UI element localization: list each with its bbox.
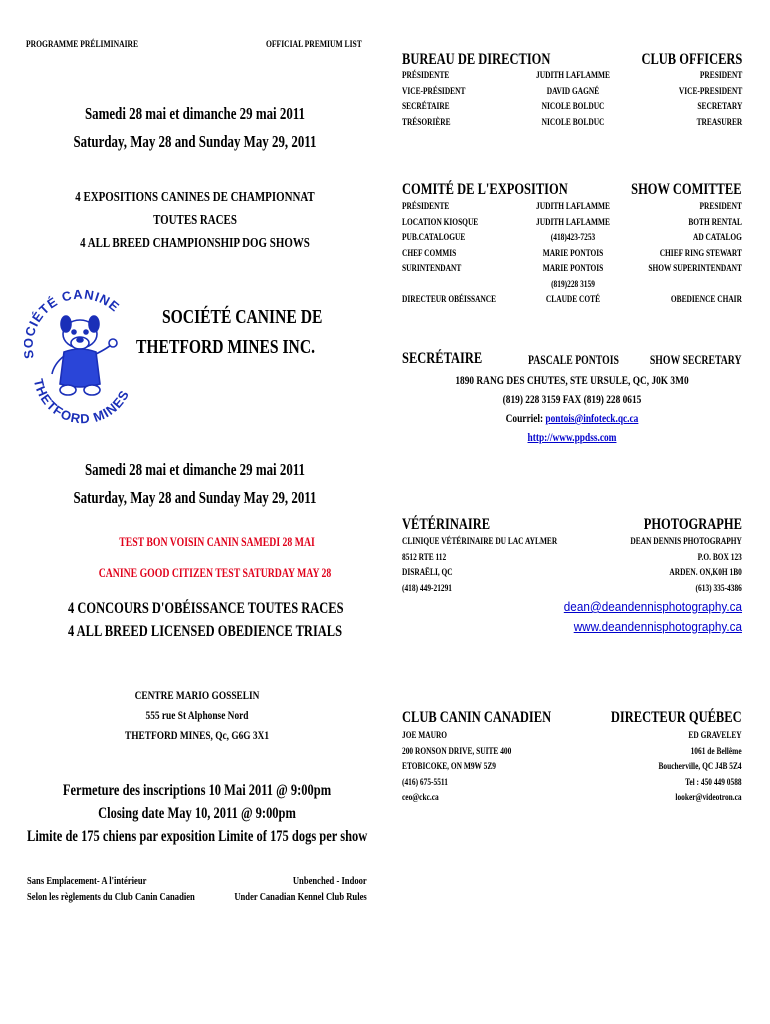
bureau-role-fr: TRÉSORIÈRE (402, 117, 451, 128)
comite-role-en: OBEDIENCE CHAIR (670, 295, 742, 305)
photographe-title: PHOTOGRAPHE (643, 516, 742, 533)
bureau-name: DAVID GAGNÉ (546, 86, 600, 97)
comite-role-fr (402, 278, 496, 294)
photographe-email-link[interactable]: dean@deandennisphotography.ca (563, 599, 742, 614)
comite-name: MARIE PONTOIS (542, 248, 604, 259)
bureau-role-fr: SECRÉTAIRE (402, 102, 450, 112)
bureau-role-fr: PRÉSIDENTE (402, 71, 450, 81)
directeur-line: Tel : 450 449 0588 (685, 777, 742, 788)
limit-en: Limite of 175 dogs per show (217, 828, 367, 845)
photographe-line: P.O. BOX 123 (697, 552, 742, 563)
bureau-role-en: TREASURER (696, 117, 742, 128)
secretaire-website-line (436, 430, 707, 445)
comite-name: CLAUDE COTÉ (545, 295, 601, 305)
comite-name: (819)228 3159 (551, 279, 595, 290)
bureau-role-en: SECRETARY (697, 102, 742, 112)
venue-line3: THETFORD MINES, Qc, G6G 3X1 (124, 728, 270, 742)
comite-role-fr: DIRECTEUR OBÉISSANCE (402, 295, 497, 305)
directeur-email: looker@videotron.ca (675, 793, 742, 803)
bureau-title-en: CLUB OFFICERS (641, 51, 742, 68)
secretaire-website-link[interactable]: http://www.ppdss.com (527, 430, 617, 444)
secretaire-title: SECRÉTAIRE (402, 350, 483, 367)
comite-name: MARIE PONTOIS (542, 264, 604, 274)
obedience-fr: 4 CONCOURS D'OBÉISSANCE TOUTES RACES (68, 600, 344, 617)
comite-name: JUDITH LAFLAMME (536, 217, 610, 228)
directeur-line: Boucherville, QC J4B 5Z4 (658, 762, 742, 772)
comite-role-fr: LOCATION KIOSQUE (402, 217, 479, 228)
directeur-line: 1061 de Bellême (690, 746, 742, 757)
comite-names (524, 200, 622, 309)
header-left: PROGRAMME PRÉLIMINAIRE (26, 40, 139, 50)
secretaire-email-line (436, 411, 707, 426)
club-logo-graphic (24, 288, 136, 440)
bureau-name: NICOLE BOLDUC (541, 117, 605, 128)
club-logo (24, 288, 136, 440)
secretaire-address: 1890 RANG DES CHUTES, STE URSULE, QC, J0K 3M0 (455, 373, 689, 387)
photographe-line: DEAN DENNIS PHOTOGRAPHY (630, 537, 742, 547)
veterinaire-lines (402, 535, 557, 597)
bureau-role-en: VICE-PRESIDENT (678, 86, 742, 97)
comite-role-en: PRESIDENT (699, 202, 742, 212)
shows-line3: 4 ALL BREED CHAMPIONSHIP DOG SHOWS (80, 236, 310, 251)
dates-top-fr: Samedi 28 mai et dimanche 29 mai 2011 (85, 104, 305, 123)
comite-role-en: CHIEF RING STEWART (659, 248, 742, 259)
veterinaire-line: (418) 449-21291 (402, 583, 453, 594)
bureau-title-fr: BUREAU DE DIRECTION (402, 51, 551, 68)
venue-line1: CENTRE MARIO GOSSELIN (134, 688, 260, 702)
footer-en2: Under Canadian Kennel Club Rules (234, 891, 367, 903)
ckc-line: ETOBICOKE, ON M9W 5Z9 (402, 762, 497, 772)
dates-top-en: Saturday, May 28 and Sunday May 29, 2011 (73, 132, 317, 151)
comite-role-en: BOTH RENTAL (688, 217, 742, 228)
closing-fr: Fermeture des inscriptions 10 Mai 2011 @ 9:00pm (62, 782, 332, 799)
comite-title-en: SHOW COMITTEE (631, 181, 742, 198)
comite-role-fr: PUB.CATALOGUE (402, 233, 466, 243)
club-name-1: SOCIÉTÉ CANINE DE (162, 306, 323, 328)
ckc-lines (402, 729, 511, 807)
test-fr: TEST BON VOISIN CANIN SAMEDI 28 MAI (119, 535, 315, 549)
secretaire-role-en: SHOW SECRETARY (650, 353, 742, 367)
dates-mid-en: Saturday, May 28 and Sunday May 29, 2011 (73, 488, 317, 507)
ckc-line: JOE MAURO (402, 731, 448, 741)
test-en: CANINE GOOD CITIZEN TEST SATURDAY MAY 28 (98, 566, 332, 580)
photographe-line: ARDEN. ON,K0H 1B0 (669, 568, 742, 578)
secretaire-name: PASCALE PONTOIS (528, 353, 619, 367)
comite-role-fr: CHEF COMMIS (402, 248, 457, 259)
logo-top-text: IÉTÉ CANINE (26, 288, 123, 329)
comite-name: (418)423-7253 (550, 233, 596, 243)
limit-fr: Limite de 175 chiens par exposition (27, 828, 216, 845)
comite-role-fr: PRÉSIDENTE (402, 202, 450, 212)
club-name-2: THETFORD MINES INC. (136, 336, 315, 358)
secretaire-phone: (819) 228 3159 FAX (819) 228 0615 (502, 392, 642, 406)
shows-line1: 4 EXPOSITIONS CANINES DE CHAMPIONNAT (75, 190, 315, 205)
bureau-role-en: PRESIDENT (699, 71, 742, 81)
veterinaire-line: DISRAËLI, QC (402, 568, 453, 578)
logo-bottom-text: THETFORD MINES (30, 377, 133, 427)
ckc-email: ceo@ckc.ca (402, 793, 439, 803)
email-label: Courriel: (505, 411, 546, 425)
veterinaire-line: CLINIQUE VÉTÉRINAIRE DU LAC AYLMER (402, 537, 558, 547)
comite-roles-fr (402, 200, 496, 309)
obedience-en: 4 ALL BREED LICENSED OBEDIENCE TRIALS (68, 623, 343, 640)
veterinaire-line: 8512 RTE 112 (402, 552, 447, 563)
bureau-names (524, 69, 622, 131)
bureau-roles-fr (402, 69, 465, 131)
photographe-line: (613) 335-4386 (695, 583, 742, 594)
shows-line2: TOUTES RACES (153, 213, 237, 228)
photographe-lines (631, 535, 742, 597)
bureau-name: NICOLE BOLDUC (541, 102, 605, 112)
comite-role-en: SHOW SUPERINTENDANT (648, 264, 742, 274)
footer-fr1: Sans Emplacement- A l'intérieur (27, 875, 147, 887)
comite-name: JUDITH LAFLAMME (536, 202, 610, 212)
comite-role-en (648, 278, 742, 294)
secretaire-email-link[interactable]: pontois@infoteck.qc.ca (545, 411, 639, 425)
ckc-line: 200 RONSON DRIVE, SUITE 400 (402, 746, 512, 757)
dates-mid-fr: Samedi 28 mai et dimanche 29 mai 2011 (85, 460, 305, 479)
veterinaire-title: VÉTÉRINAIRE (402, 516, 491, 533)
directeur-title: DIRECTEUR QUÉBEC (611, 709, 742, 726)
footer-en1: Unbenched - Indoor (293, 875, 367, 887)
ckc-title: CLUB CANIN CANADIEN (402, 709, 552, 726)
directeur-line: ED GRAVELEY (688, 731, 742, 741)
comite-roles-en (648, 200, 742, 309)
photographe-website-link[interactable]: www.deandennisphotography.ca (573, 619, 742, 634)
comite-role-fr: SURINTENDANT (402, 264, 462, 274)
bureau-roles-en (679, 69, 742, 131)
venue-line2: 555 rue St Alphonse Nord (145, 708, 249, 722)
comite-title-fr: COMITÉ DE L'EXPOSITION (402, 181, 568, 198)
ckc-line: (416) 675-5511 (402, 777, 448, 788)
comite-role-en: AD CATALOG (693, 233, 742, 243)
header-right: OFFICIAL PREMIUM LIST (266, 40, 362, 50)
bureau-role-fr: VICE-PRÉSIDENT (402, 86, 466, 97)
closing-en: Closing date May 10, 2011 @ 9:00pm (98, 805, 296, 822)
directeur-lines (659, 729, 742, 807)
bureau-name: JUDITH LAFLAMME (536, 71, 610, 81)
footer-fr2: Selon les règlements du Club Canin Canadien (27, 891, 195, 903)
